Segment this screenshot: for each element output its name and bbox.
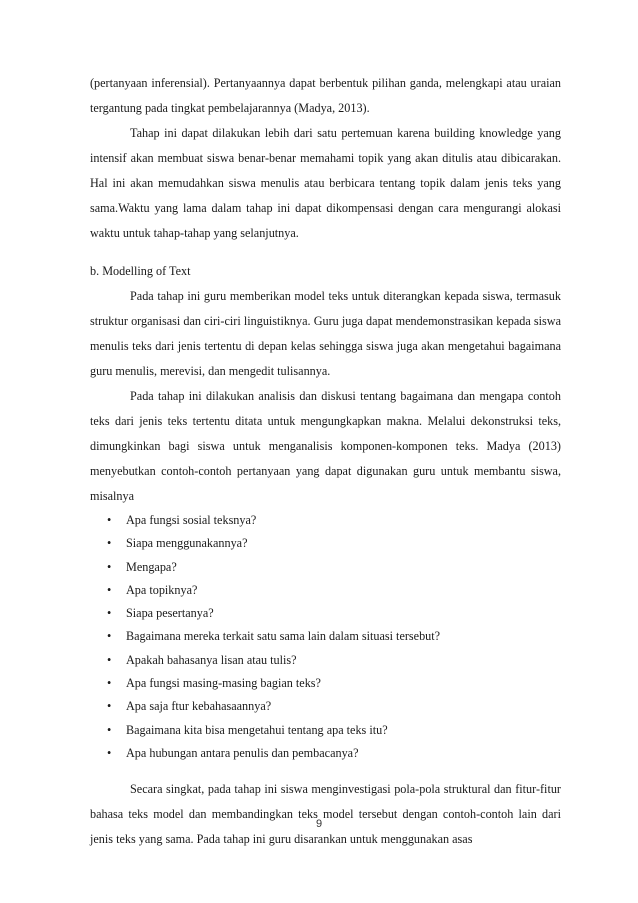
paragraph-modelling-intro: Pada tahap ini guru memberikan model teks untuk diterangkan kepada siswa, termasuk struktur organisasi dan ciri-ciri linguistiknya. Guru juga dapat mendemonstrasikan kepada siswa menulis teks dari jenis tertentu di depan kelas sehingga siswa juga akan mengetahui bagaimana guru menulis, merevisi, dan mengedit tulisannya. <box>90 289 561 378</box>
bullet-icon: • <box>107 722 112 737</box>
bullet-icon: • <box>107 606 112 621</box>
bullet-icon: • <box>107 513 112 527</box>
section-heading-modelling: b. Modelling of Text <box>90 264 191 278</box>
bullet-icon: • <box>107 559 112 574</box>
document-page <box>90 71 561 852</box>
list-item: • Apa topiknya? <box>90 579 561 602</box>
page-number: 9 <box>315 818 323 830</box>
paragraph-building-knowledge: Tahap ini dapat dilakukan lebih dari satu pertemuan karena building knowledge yang intensif akan membuat siswa benar-benar memahami topik yang akan ditulis atau dibicarakan. Hal ini akan memudahkan siswa menulis atau berbicara tentang topik dalam jenis teks yang sama.Waktu yang lama dalam tahap ini dapat dikompensasi dengan cara mengurangi alokasi waktu untuk tahap-tahap yang selanjutnya. <box>90 126 561 240</box>
paragraph-inferential-questions: (pertanyaan inferensial). Pertanyaannya dapat berbentuk pilihan ganda, melengkapi atau uraian tergantung pada tingkat pembelajarannya (Madya, 2013). <box>90 76 561 115</box>
list-item: • Mengapa? <box>90 556 561 579</box>
list-item: • Apa saja ftur kebahasaannya? <box>90 695 561 718</box>
question-list <box>90 509 561 765</box>
bullet-icon: • <box>107 745 112 760</box>
list-item: • Bagaimana mereka terkait satu sama lain dalam situasi tersebut? <box>90 625 561 648</box>
bullet-icon: • <box>107 699 112 714</box>
list-item: • Apa hubungan antara penulis dan pembacanya? <box>90 742 561 765</box>
list-item: • Bagaimana kita bisa mengetahui tentang apa teks itu? <box>90 719 561 742</box>
paragraph-summary: Secara singkat, pada tahap ini siswa menginvestigasi pola-pola struktural dan fitur-fitur bahasa teks model dan membandingkan teks model tersebut dengan contoh-contoh lain dari jenis teks yang sama. Pada tahap ini guru disarankan untuk menggunakan asas <box>90 782 561 847</box>
list-item: • Siapa pesertanya? <box>90 602 561 625</box>
bullet-icon: • <box>107 582 112 597</box>
bullet-icon: • <box>107 676 112 691</box>
bullet-icon: • <box>107 652 112 667</box>
list-item: • Apakah bahasanya lisan atau tulis? <box>90 649 561 672</box>
bullet-icon: • <box>107 629 112 644</box>
bullet-icon: • <box>107 536 112 551</box>
list-item: • Apa fungsi masing-masing bagian teks? <box>90 672 561 695</box>
paragraph-deconstruction: Pada tahap ini dilakukan analisis dan diskusi tentang bagaimana dan mengapa contoh teks dari jenis teks tertentu ditata untuk mengungkapkan makna. Melalui dekonstruksi teks, dimungkinkan bagi siswa untuk menganalisis komponen-komponen teks. Madya (2013) menyebutkan contoh-contoh pertanyaan yang dapat digunakan guru untuk membantu siswa, misalnya <box>90 389 561 503</box>
list-item: • Siapa menggunakannya? <box>90 532 561 555</box>
list-item: • Apa fungsi sosial teksnya? <box>90 509 561 532</box>
